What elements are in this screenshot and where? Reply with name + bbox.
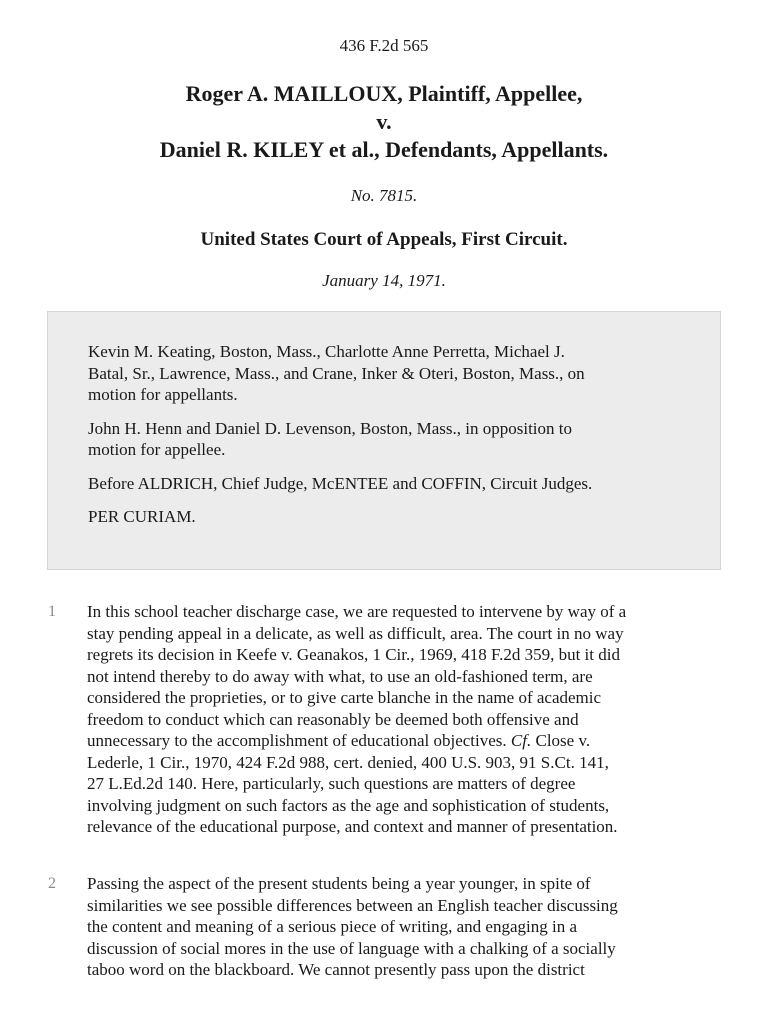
paragraph-line: Lederle, 1 Cir., 1970, 424 F.2d 988, cert. denied, 400 U.S. 903, 91 S.Ct. 141, — [87, 752, 609, 772]
paragraph-line: similarities we see possible differences between an English teacher discussing — [87, 895, 618, 915]
decision-date: January 14, 1971. — [322, 271, 446, 290]
per-curiam: PER CURIAM. — [88, 507, 196, 526]
paragraph-line: involving judgment on such factors as the age and sophistication of students, — [87, 795, 610, 815]
case-caption — [0, 80, 768, 164]
paragraph-text — [87, 601, 727, 838]
counsel-line: Kevin M. Keating, Boston, Mass., Charlotte Anne Perretta, Michael J. — [88, 342, 565, 361]
paragraph-line: discussion of social mores in the use of language with a chalking of a socially — [87, 938, 616, 958]
counsel-appellee — [88, 418, 680, 461]
court-name: United States Court of Appeals, First Circuit. — [200, 229, 568, 250]
line-fragment: unnecessary to the accomplishment of educational objectives. — [87, 731, 507, 750]
docket-number: No. 7815. — [350, 186, 418, 205]
paragraph-line: Passing the aspect of the present students being a year younger, in spite of — [87, 874, 591, 893]
paragraph-number[interactable]: 1 — [48, 603, 56, 620]
paragraph-line: 27 L.Ed.2d 140. Here, particularly, such questions are matters of degree — [87, 774, 576, 793]
paragraph-line: In this school teacher discharge case, we are requested to intervene by way of a — [87, 602, 627, 621]
counsel-line: Batal, Sr., Lawrence, Mass., and Crane, Inker & Oteri, Boston, Mass., on — [88, 363, 585, 383]
counsel-line: motion for appellee. — [88, 440, 226, 459]
counsel-line: motion for appellants. — [88, 385, 238, 404]
judges-panel: Before ALDRICH, Chief Judge, McENTEE and COFFIN, Circuit Judges. — [88, 473, 593, 493]
paragraph-line: considered the proprieties, or to give carte blanche in the name of academic — [87, 688, 602, 707]
paragraph-line — [87, 730, 727, 752]
counsel-line: John H. Henn and Daniel D. Levenson, Boston, Mass., in opposition to — [88, 418, 572, 438]
caption-plaintiff: Roger A. MAILLOUX, Plaintiff, Appellee, — [185, 81, 583, 106]
paragraph-line: stay pending appeal in a delicate, as well as difficult, area. The court in no way — [87, 623, 624, 643]
paragraph-line: relevance of the educational purpose, and context and manner of presentation. — [87, 817, 618, 836]
paragraph-line: taboo word on the blackboard. We cannot presently pass upon the district — [87, 960, 585, 979]
line-fragment: Close v. — [535, 731, 591, 750]
paragraph-line: the content and meaning of a serious piece of writing, and engaging in a — [87, 917, 578, 936]
signal-cf: Cf. — [510, 731, 532, 750]
paragraph-line: regrets its decision in Keefe v. Geanakos, 1 Cir., 1969, 418 F.2d 359, but it did — [87, 645, 620, 664]
caption-versus: v. — [376, 109, 392, 134]
paragraph-line: not intend thereby to do away with what, to use an old-fashioned term, are — [87, 666, 593, 686]
paragraph-text — [87, 873, 727, 981]
counsel-box — [47, 311, 721, 570]
citation: 436 F.2d 565 — [339, 36, 429, 55]
paragraph-number[interactable]: 2 — [48, 875, 56, 892]
counsel-appellants — [88, 341, 680, 406]
paragraph-line: freedom to conduct which can reasonably be deemed both offensive and — [87, 709, 579, 729]
caption-defendants: Daniel R. KILEY et al., Defendants, Appellants. — [159, 137, 609, 162]
